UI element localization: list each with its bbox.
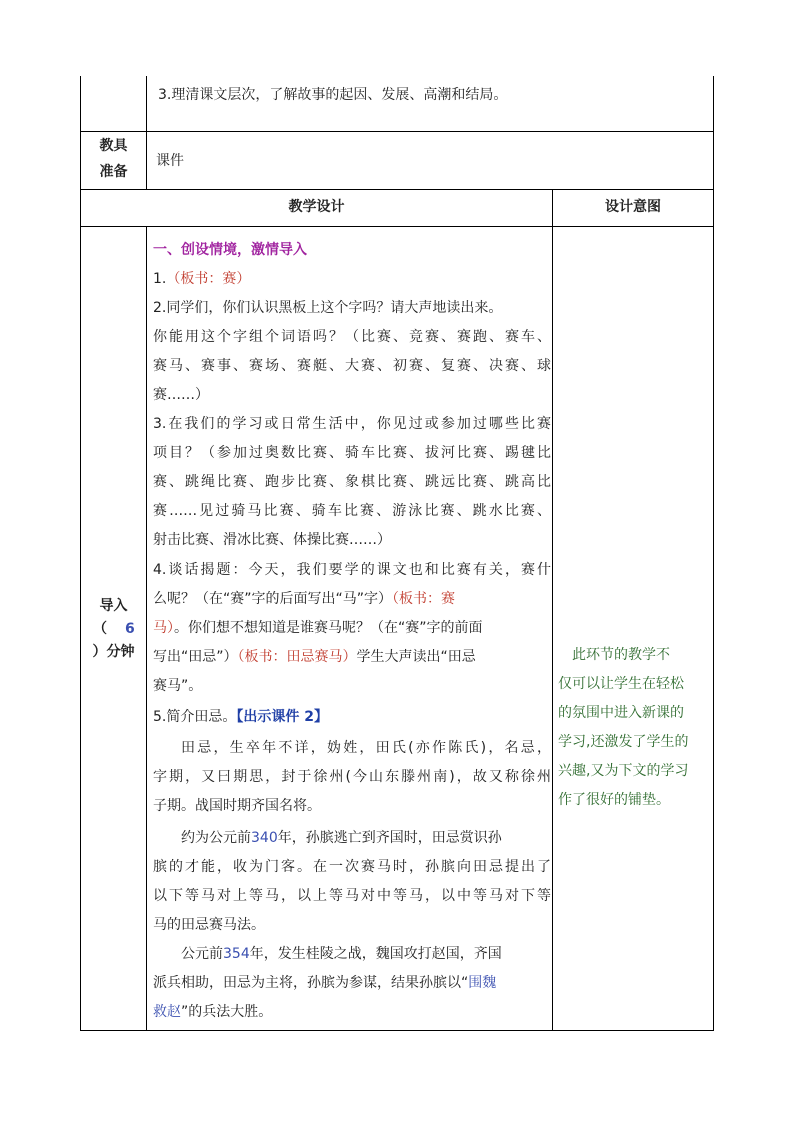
para2-line4: 马的田忌赛马法。	[153, 917, 265, 933]
content-line-7: 项目？（参加过奥数比赛、骑车比赛、拔河比赛、踢毽比	[153, 445, 551, 461]
table-col-divider-label	[146, 76, 147, 189]
table-col-divider-intent	[552, 189, 553, 1031]
intent-line: 的氛围中进入新课的	[558, 705, 684, 721]
content-line-4: 赛马、赛事、赛场、赛艇、大赛、初赛、复赛、决赛、球	[153, 358, 551, 374]
intent-line: 学习,还激发了学生的	[558, 734, 689, 750]
content-text: 公元前	[181, 946, 223, 962]
para1-line3: 子期。战国时期齐国名将。	[153, 798, 321, 814]
year-number: 354	[223, 946, 250, 962]
content-text: 学生大声读出“田忌	[356, 649, 476, 665]
board-note: 马）	[153, 620, 174, 636]
para2-line1	[181, 824, 502, 852]
content-line-2: 2.同学们，你们认识黑板上这个字吗？请大声地读出来。	[153, 300, 503, 316]
content-line-13	[153, 614, 483, 642]
content-line-16	[153, 703, 328, 731]
intent-line: 兴趣,又为下文的学习	[558, 763, 689, 779]
intent-line: 作了很好的铺垫。	[558, 792, 670, 808]
header-design: 教学设计	[288, 199, 345, 215]
highlight-term: 围魏	[468, 975, 497, 991]
prep-label-line1: 教具	[99, 138, 128, 154]
content-line-6: 3.在我们的学习或日常生活中，你见过或参加过哪些比赛	[153, 416, 551, 432]
content-text: 写出“田忌”）	[153, 649, 238, 665]
table-row-divider	[80, 226, 714, 227]
content-line-3: 你能用这个字组个词语吗？（比赛、竞赛、赛跑、赛车、	[153, 329, 551, 345]
prep-value: 课件	[156, 153, 184, 169]
content-line-9: 赛……见过骑马比赛、骑车比赛、游泳比赛、跳水比赛、	[153, 503, 551, 519]
content-text: 约为公元前	[181, 830, 251, 846]
table-border-bottom	[80, 1030, 714, 1031]
table-row-divider	[80, 189, 714, 190]
board-note: （板书：赛	[392, 591, 456, 607]
courseware-note: 【出示课件 2】	[236, 709, 328, 725]
table-col-divider-label	[146, 226, 147, 1031]
content-line-8: 赛、跳绳比赛、跑步比赛、象棋比赛、跳远比赛、跳高比	[153, 474, 551, 490]
para2-line3: 以下等马对上等马，以上等马对中等马，以中等马对下等	[153, 888, 551, 904]
content-line-1	[153, 265, 250, 293]
content-line-5: 赛……）	[153, 387, 209, 403]
objective-item-3: 3.理清课文层次，了解故事的起因、发展、高潮和结局。	[158, 87, 508, 103]
para3-line3	[153, 998, 272, 1026]
content-number: 1.	[153, 271, 167, 287]
content-line-11: 4.谈话揭题：今天，我们要学的课文也和比赛有关，赛什	[153, 562, 551, 578]
content-text: 派兵相助，田忌为主将，孙膑为参谋，结果孙膑以“	[153, 975, 469, 991]
content-text: 年，孙膑逃亡到齐国时，田忌赏识孙	[277, 830, 502, 846]
section-heading: 一、创设情境，激情导入	[153, 242, 307, 258]
section-label-line2	[81, 618, 146, 641]
prep-label-line2: 准备	[99, 164, 128, 180]
year-number: 340	[251, 830, 278, 846]
intent-line: 仅可以让学生在轻松	[558, 676, 684, 692]
prep-label	[81, 133, 146, 185]
para3-line2	[153, 969, 496, 997]
para1-line1: 田忌，生卒年不详，妫姓，田氏(亦作陈氏)，名忌，	[181, 740, 551, 756]
content-text: 年，发生桂陵之战，魏国攻打赵国，齐国	[249, 946, 502, 962]
content-text: 么呢？（在“赛”字的后面写出“马”字）	[153, 591, 393, 607]
para1-line2: 字期，又曰期思，封于徐州(今山东滕州南)，故又称徐州	[153, 769, 551, 785]
board-note: （板书：赛）	[166, 271, 251, 287]
section-label-line3: ）分钟	[92, 644, 135, 660]
content-line-12	[153, 585, 455, 613]
content-line-14	[153, 643, 476, 671]
section-label-minutes: 6	[125, 621, 135, 637]
section-label-line1: 导入	[99, 598, 128, 614]
content-line-10: 射击比赛、滑冰比赛、体操比赛……）	[153, 532, 391, 548]
section-label-open: （	[93, 621, 107, 637]
content-line-15: 赛马”。	[153, 678, 203, 694]
section-label	[81, 595, 146, 664]
header-intent: 设计意图	[605, 199, 661, 215]
content-text: ”的兵法大胜。	[181, 1004, 273, 1020]
content-text: 5.简介田忌。	[153, 709, 237, 725]
content-text: 。你们想不想知道是谁赛马呢？（在“赛”字的前面	[174, 620, 483, 636]
board-note: （板书：田忌赛马）	[237, 649, 357, 665]
table-row-divider	[80, 131, 714, 132]
para3-line1	[181, 940, 502, 968]
design-intent-note	[558, 641, 710, 815]
para2-line2: 膑的才能，收为门客。在一次赛马时，孙膑向田忌提出了	[153, 859, 551, 875]
intent-line: 此环节的教学不	[558, 647, 670, 663]
highlight-term: 救赵	[153, 1004, 181, 1020]
table-border-right	[713, 76, 714, 1031]
